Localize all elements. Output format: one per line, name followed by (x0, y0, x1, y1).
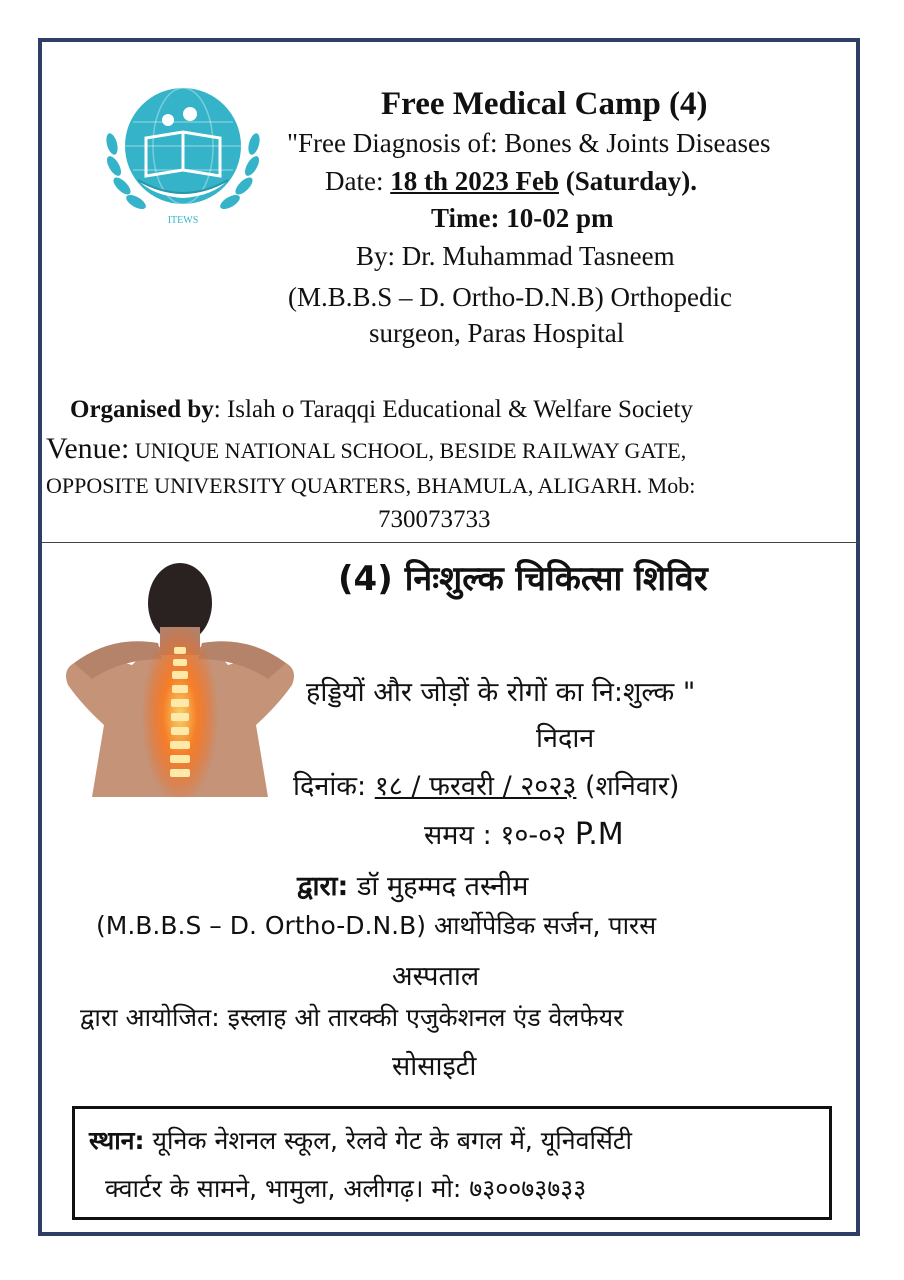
hindi-venue-line-1 (89, 1123, 632, 1157)
section-divider (42, 542, 860, 543)
english-qualification: (M.B.B.S – D. Ortho-D.N.B) Orthopedic (288, 282, 732, 312)
hindi-qualification-text: (M.B.B.S – D. Ortho-D.N.B) आर्थोपेडिक सर्जन, पारस (96, 911, 657, 940)
english-diagnosis: "Free Diagnosis of: Bones & Joints Diseases (287, 128, 771, 158)
hindi-date-value: १८ / फरवरी / २०२३ (374, 771, 577, 802)
hindi-time (424, 815, 624, 852)
hindi-organised-2: सोसाइटी (392, 1051, 477, 1082)
hindi-venue-box (72, 1106, 832, 1220)
venue-line-2: OPPOSITE UNIVERSITY QUARTERS, BHAMULA, ALIGARH. Mob: (46, 473, 696, 498)
english-by: By: Dr. Muhammad Tasneem (356, 241, 675, 271)
hindi-by (297, 866, 528, 903)
logo-text: ITEWS (167, 215, 199, 226)
hindi-by-label: द्वारा: (297, 871, 349, 902)
hindi-date (293, 766, 679, 803)
organised-by (70, 396, 693, 424)
hindi-venue-line-2: क्वार्टर के सामने, भामुला, अलीगढ़। मो: ७३००७३७३३ (105, 1174, 587, 1203)
hindi-by-value: डॉ मुहम्मद तस्नीम (348, 871, 529, 902)
hindi-venue-text-1: यूनिक नेशनल स्कूल, रेलवे गेट के बगल में, यूनिवर्सिटी (144, 1126, 633, 1155)
english-time: Time: 10-02 pm (431, 203, 614, 233)
english-title: Free Medical Camp (4) (381, 86, 708, 122)
organised-label: Organised by (70, 396, 214, 423)
date-label: Date: (325, 166, 391, 196)
hindi-time-label: समय : १०-०२ (424, 820, 575, 851)
hindi-title: (4) निःशुल्क चिकित्सा शिविर (338, 559, 708, 599)
hindi-qualification (96, 908, 656, 942)
hindi-date-label: दिनांक: (293, 771, 375, 802)
hindi-date-day: (शनिवार) (576, 771, 680, 802)
itews-logo (98, 84, 268, 229)
venue-text-1: UNIQUE NATIONAL SCHOOL, BESIDE RAILWAY GATE, (129, 438, 687, 463)
venue-label: Venue: (46, 432, 130, 465)
venue-line-3: 730073733 (378, 506, 491, 533)
hindi-diagnosis-1: हड्डियों और जोड़ों के रोगों का नि:शुल्क " (306, 677, 696, 708)
hindi-time-suffix: P.M (574, 817, 624, 852)
english-date (325, 166, 697, 197)
date-value: 18 th 2023 Feb (390, 166, 559, 196)
hindi-venue-label: स्थान: (89, 1126, 145, 1155)
hindi-hospital: अस्पताल (392, 961, 480, 992)
date-day: (Saturday). (558, 166, 697, 196)
spine-pain-image (62, 555, 298, 797)
hindi-diagnosis-2: निदान (536, 723, 595, 754)
english-hospital: surgeon, Paras Hospital (369, 318, 625, 348)
venue-line-1 (46, 432, 686, 466)
hindi-organised-1: द्वारा आयोजित: इस्लाह ओ तारक्की एजुकेशनल एंड वेलफेयर (80, 1003, 624, 1032)
organised-value: : Islah o Taraqqi Educational & Welfare Society (213, 396, 693, 423)
